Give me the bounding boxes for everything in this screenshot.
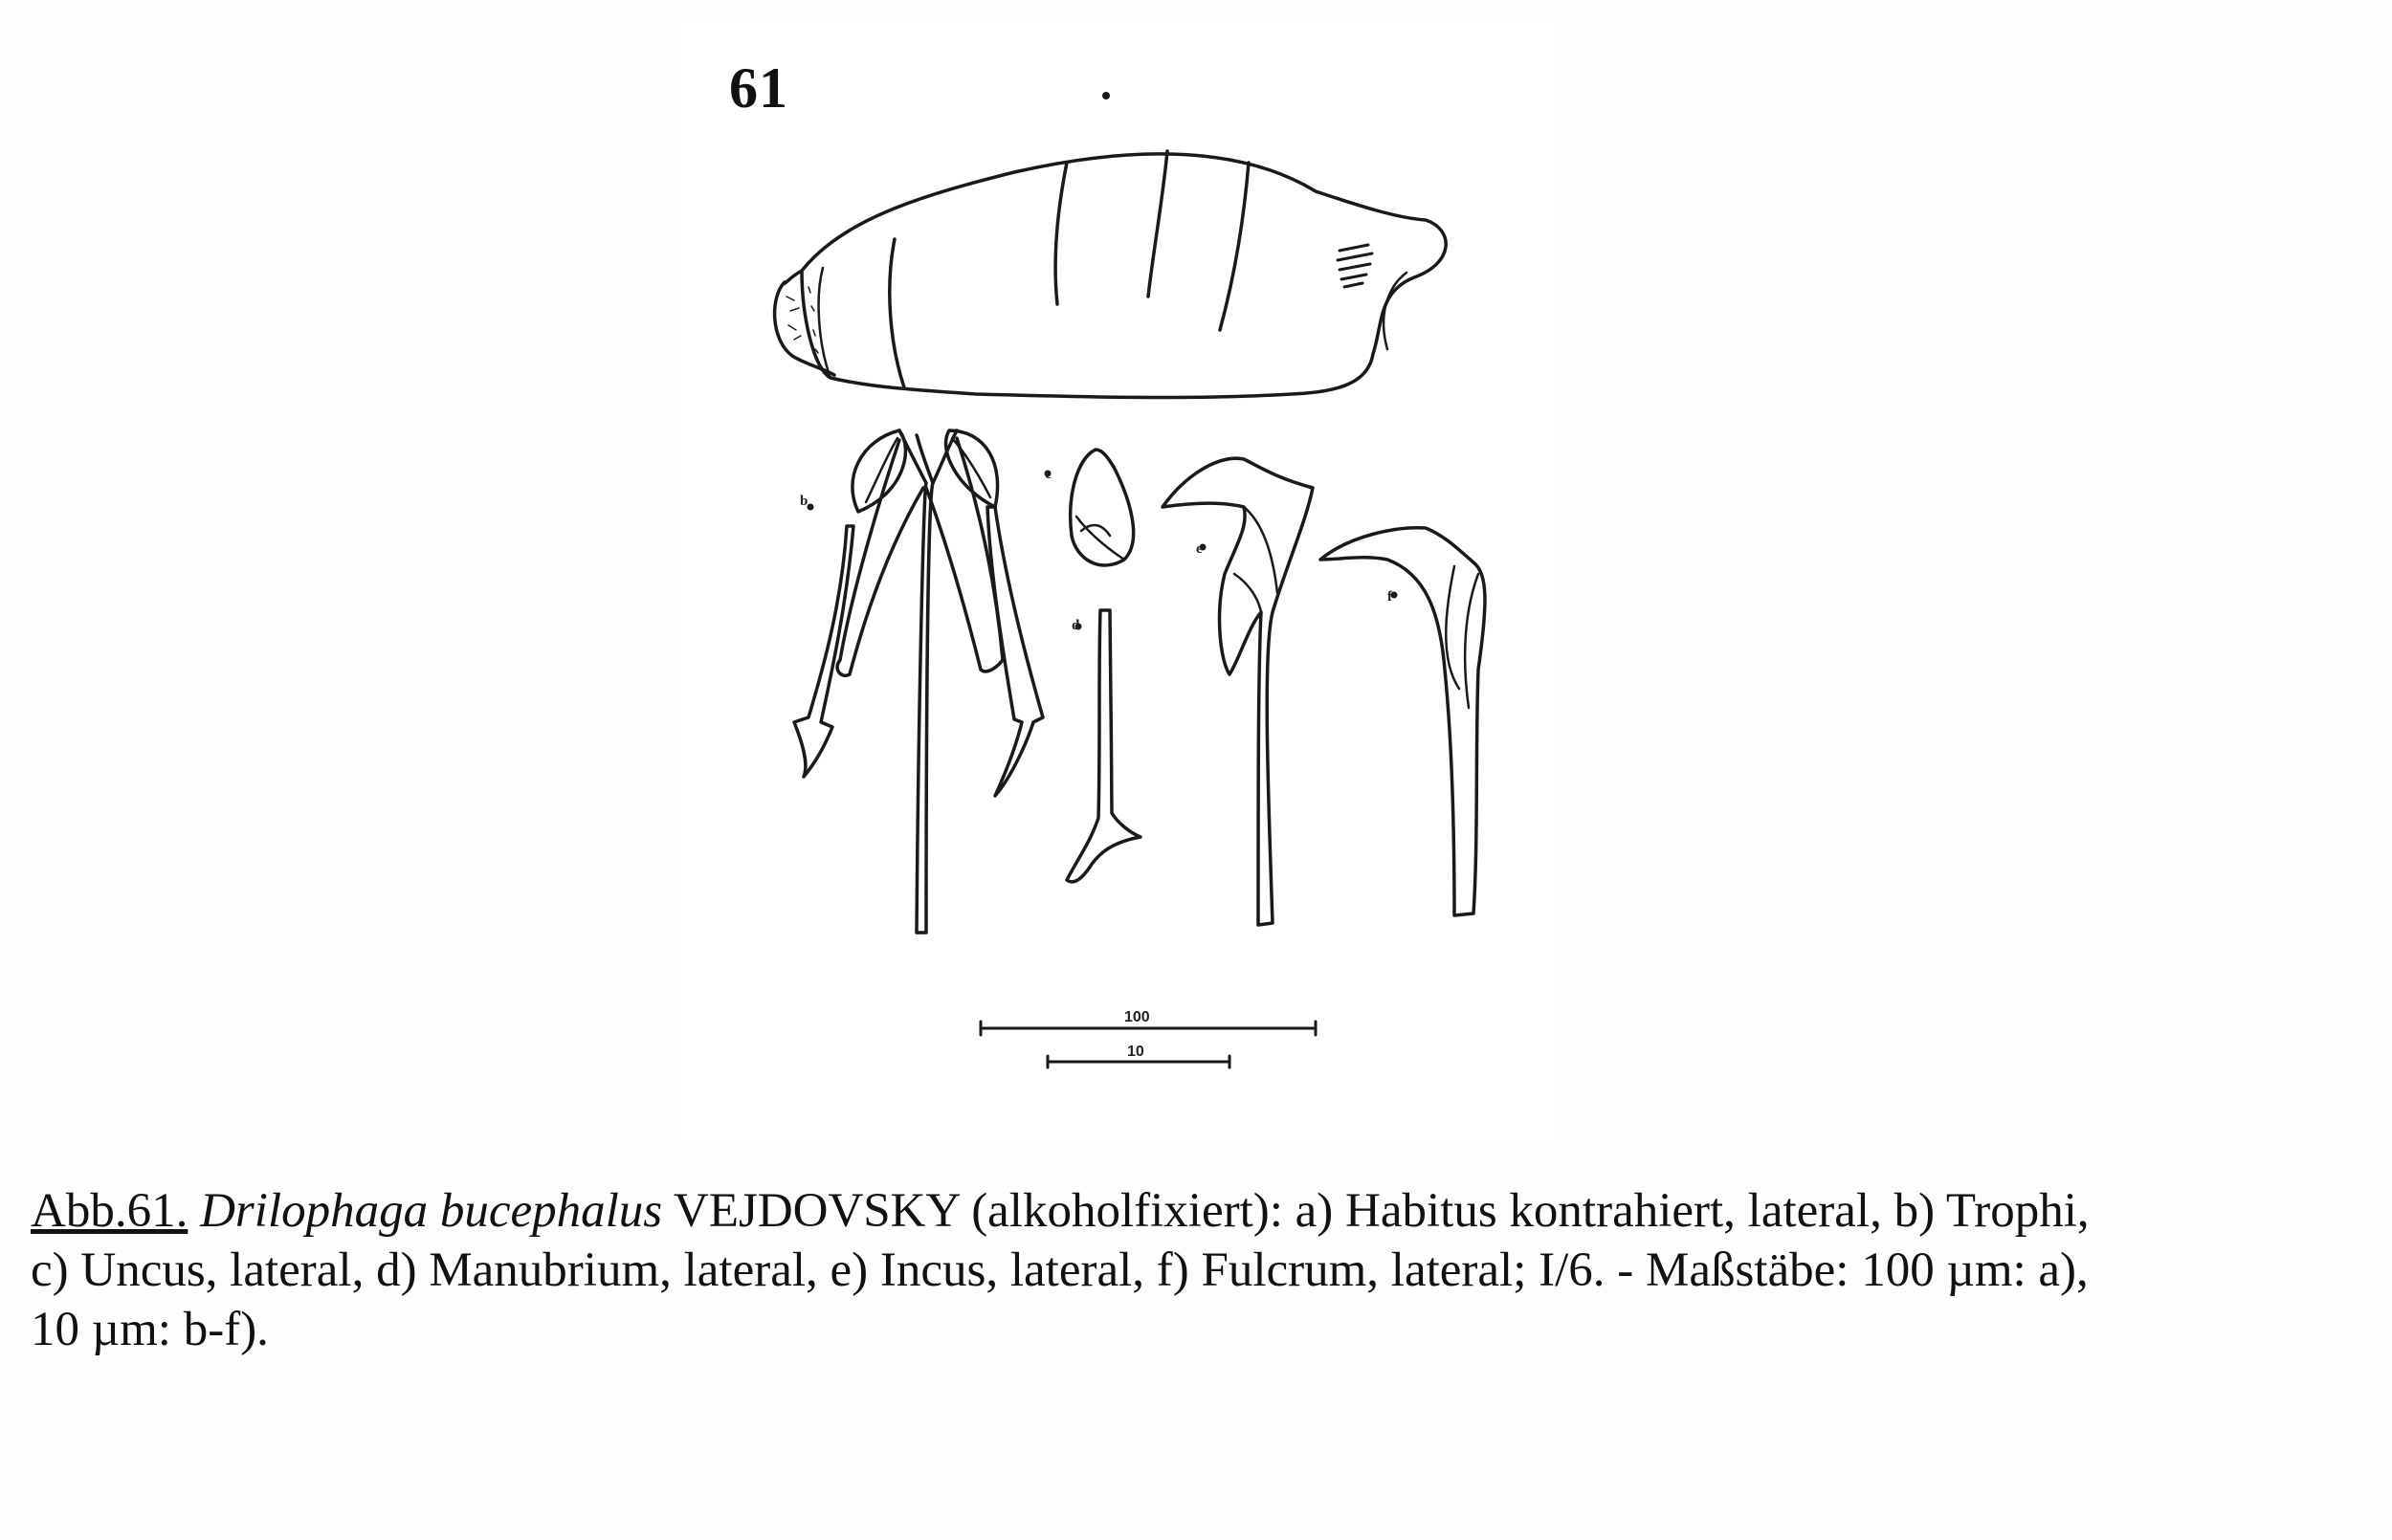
scale-label-10: 10: [1127, 1044, 1144, 1060]
uncus-drawing: [1045, 450, 1134, 565]
panel-label-d: d: [1072, 618, 1080, 633]
habitus-drawing: [775, 92, 1447, 397]
fulcrum-drawing: [1320, 528, 1485, 915]
figure-reference: Abb.61.: [31, 1184, 188, 1238]
figure-number: 61: [729, 56, 788, 120]
trophi-drawing: [794, 430, 1043, 933]
caption-line-1: VEJDOVSKY (alkoholfixiert): a) Habitus kontrahiert, lateral, b) Trophi,: [662, 1184, 2090, 1238]
scale-bars: [981, 1022, 1316, 1067]
panel-label-c: c: [1045, 467, 1052, 482]
figure-caption: [31, 1181, 2346, 1359]
caption-line-2: c) Uncus, lateral, d) Manubrium, lateral, e) Incus, lateral, f) Fulcrum, lateral; I/6. - Maßstäbe: 100 µm: a),: [31, 1243, 2089, 1297]
panel-label-b: b: [800, 494, 808, 509]
incus-drawing: [1163, 458, 1313, 925]
manubrium-drawing: [1067, 610, 1141, 882]
caption-line-3: 10 µm: b-f).: [31, 1303, 269, 1356]
panel-label-f: f: [1387, 589, 1392, 605]
panel-label-e: e: [1196, 541, 1203, 557]
species-name: Drilophaga bucephalus: [200, 1184, 663, 1238]
scale-label-100: 100: [1124, 1009, 1150, 1025]
